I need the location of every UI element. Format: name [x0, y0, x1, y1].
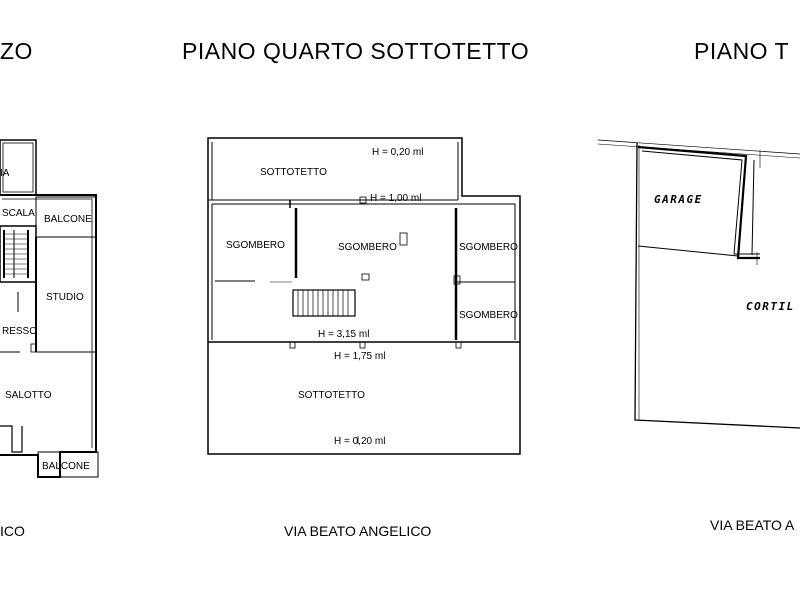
left-plan-title: ZO	[0, 38, 33, 64]
left-room-label-balcone-bottom: BALCONE	[42, 461, 90, 472]
center-height-top: H = 0,20 ml	[372, 147, 424, 158]
center-room-label-sottotetto-top: SOTTOTETTO	[260, 167, 327, 178]
right-floor-plan	[598, 140, 800, 428]
center-staircase	[293, 290, 355, 316]
center-room-label-sgombero-center: SGOMBERO	[338, 242, 397, 253]
center-room-label-sgombero-right-bottom: SGOMBERO	[459, 310, 518, 321]
right-plan-title: PIANO T	[694, 38, 790, 64]
center-height-bottom: H = 0,20 ml	[334, 436, 386, 447]
left-room-label-scala: SCALA	[2, 208, 35, 219]
center-outer-wall	[208, 138, 520, 454]
left-floor-plan	[0, 140, 98, 477]
left-room-label-balcone-top: BALCONE	[44, 214, 92, 225]
right-label-garage: GARAGE	[654, 193, 703, 206]
center-room-label-sottotetto-bottom: SOTTOTETTO	[298, 390, 365, 401]
right-label-cortile: CORTIL	[746, 300, 795, 313]
left-room-label-top: IA	[0, 168, 10, 179]
center-height-center: H = 3,15 ml	[318, 329, 370, 340]
left-room-label-salotto: SALOTTO	[5, 390, 52, 401]
center-street-label: VIA BEATO ANGELICO	[284, 523, 432, 539]
left-room-label-studio: STUDIO	[46, 292, 84, 303]
right-outer-boundary	[635, 143, 800, 428]
center-room-label-sgombero-right-top: SGOMBERO	[459, 242, 518, 253]
right-street-label: VIA BEATO A	[710, 517, 795, 533]
left-room-label-ingresso: RESSO	[2, 326, 38, 337]
center-floor-plan	[208, 138, 520, 454]
left-street-label: ICO	[0, 523, 25, 539]
center-height-mid: H = 1,75 ml	[334, 351, 386, 362]
center-room-label-sgombero-left: SGOMBERO	[226, 240, 285, 251]
center-height-upper: H = 1,00 ml	[370, 193, 422, 204]
center-plan-title: PIANO QUARTO SOTTOTETTO	[182, 38, 530, 64]
